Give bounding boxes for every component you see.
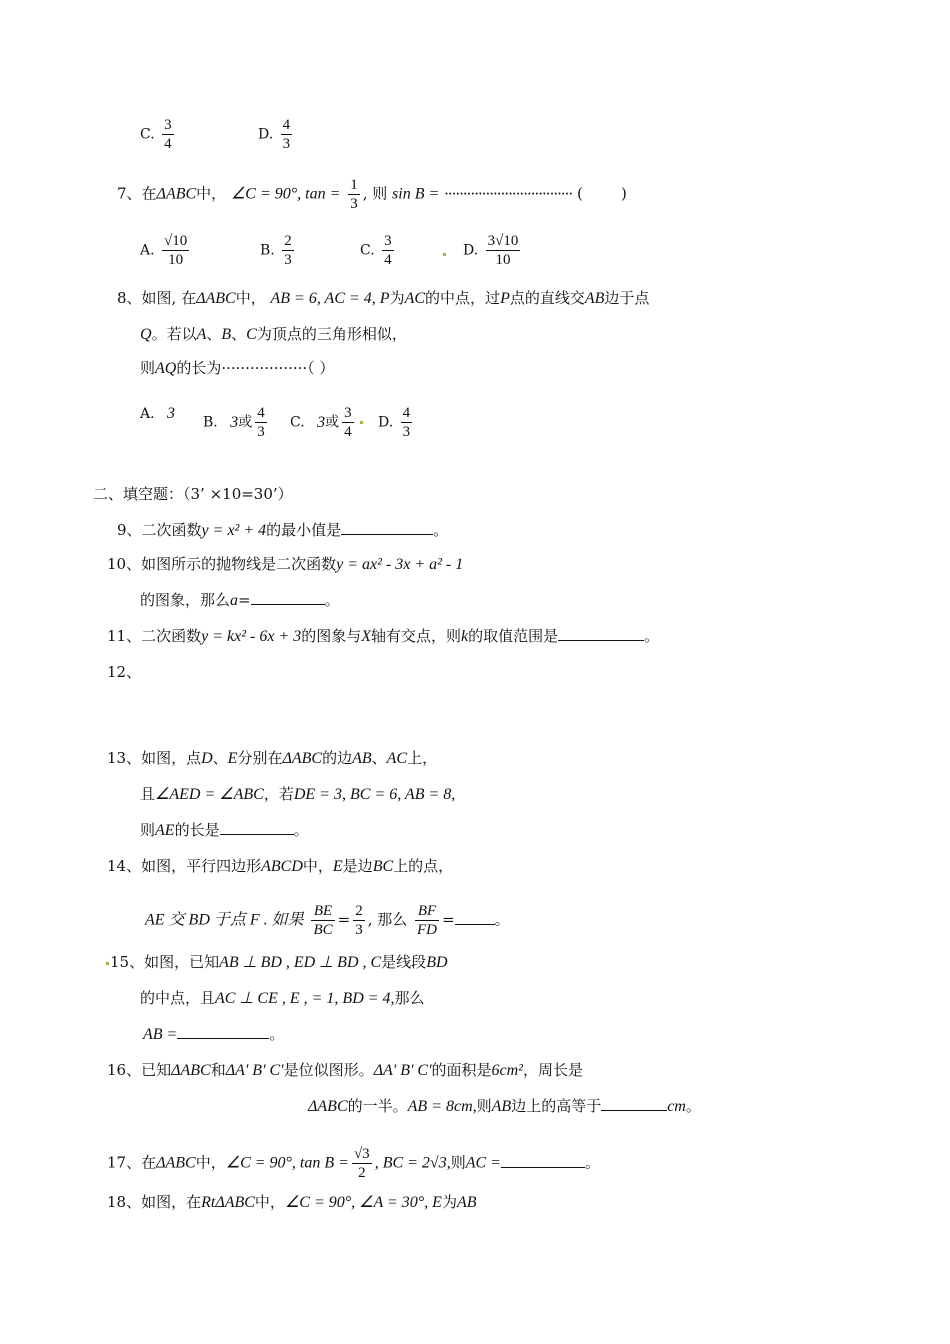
- text: 那么: [394, 989, 425, 1007]
- numerator: BF: [415, 902, 439, 921]
- text: 点的直线交: [509, 289, 585, 307]
- text: 的边: [322, 749, 353, 767]
- triangle-abc: ΔABC: [171, 1062, 211, 1079]
- expression: y = x² + 4: [201, 522, 267, 539]
- text: , 那么: [367, 910, 408, 929]
- q6-option-d: [258, 116, 295, 153]
- text: 分别在: [237, 749, 283, 767]
- text: 中，: [302, 857, 333, 875]
- segment-ae: AE: [155, 822, 175, 839]
- segment-bd: BD: [426, 954, 448, 971]
- text: 或: [325, 414, 340, 431]
- triangle-abc: ΔABC: [282, 750, 323, 767]
- text: 上，: [407, 749, 438, 767]
- point-d: D: [201, 750, 213, 767]
- denominator: 4: [344, 424, 352, 440]
- option-label: D.: [463, 242, 479, 259]
- ask: AC =: [465, 1154, 501, 1172]
- denominator: 10: [495, 252, 511, 268]
- answer-blank[interactable]: [501, 1153, 585, 1168]
- numerator: 4: [257, 405, 265, 421]
- denominator: 3: [282, 136, 291, 152]
- numerator: 1: [350, 177, 358, 193]
- segment-bc: BC: [372, 858, 394, 875]
- fraction-be-bc: [311, 902, 334, 939]
- condition: , BC = 2√3,: [374, 1154, 451, 1172]
- fraction-two-thirds: [353, 902, 365, 939]
- text: 上的点，: [393, 857, 454, 875]
- point-e: E: [332, 858, 343, 875]
- condition: AB ⊥ BD , ED ⊥ BD , C: [219, 954, 382, 971]
- segment-ab: AB: [456, 1194, 477, 1211]
- option-label: C.: [290, 414, 305, 431]
- answer-paren: ( ): [576, 184, 627, 203]
- q7-option-a: [140, 232, 192, 269]
- q7-option-d: [463, 232, 523, 269]
- question-18: [107, 1192, 477, 1213]
- question-17: [107, 1145, 600, 1182]
- q7-ask: sin B =: [392, 185, 440, 203]
- text: 。: [324, 591, 340, 609]
- option-label: B.: [260, 242, 275, 259]
- question-8-line-2: [140, 324, 407, 345]
- text: 、: [231, 325, 247, 343]
- text: 中，: [254, 1193, 285, 1211]
- text: 是线段: [381, 953, 427, 971]
- text: 是边: [342, 857, 373, 875]
- fraction: [162, 116, 174, 153]
- unit-cm: cm: [667, 1098, 686, 1115]
- text: 的图象与: [301, 627, 362, 645]
- option-label: C.: [140, 126, 155, 143]
- q8-option-d: [378, 404, 415, 441]
- q6-option-c: [140, 116, 177, 153]
- fraction: [486, 232, 521, 269]
- text: 边上的高等于: [511, 1097, 602, 1115]
- q7-option-c: [360, 232, 397, 269]
- numerator: 3: [384, 233, 392, 249]
- variable-k: k: [461, 628, 469, 645]
- option-label: D.: [378, 414, 394, 431]
- question-13-line-3: [140, 820, 309, 841]
- question-7: [117, 176, 627, 213]
- parallelogram-abcd: ABCD: [261, 858, 303, 875]
- fraction: [162, 232, 189, 269]
- fraction: [282, 232, 294, 269]
- area-value: 6cm²: [491, 1062, 523, 1079]
- question-15-line-1: [110, 952, 448, 973]
- text: 16、已知: [107, 1061, 172, 1079]
- fraction: [255, 404, 267, 441]
- denominator: 3: [284, 252, 292, 268]
- text: 为: [441, 1193, 457, 1211]
- text: 的最小值是: [266, 521, 342, 539]
- text: 的一半。: [347, 1097, 408, 1115]
- point-b: B: [221, 326, 232, 343]
- triangle-abc-prime: ΔA' B' C': [373, 1062, 432, 1079]
- text: 18、如图，在: [107, 1193, 202, 1211]
- segment-aq: AQ: [155, 360, 177, 377]
- question-14-line-1: [107, 856, 453, 877]
- text: 。: [644, 627, 660, 645]
- text: 中，: [235, 289, 266, 307]
- point-c: C: [246, 326, 257, 343]
- q8-option-b: [203, 404, 270, 441]
- point-e: E: [227, 750, 238, 767]
- q7-prefix: 7、在: [117, 184, 157, 203]
- triangle-rt-abc: RtΔABC: [201, 1194, 255, 1211]
- answer-blank[interactable]: [251, 590, 325, 605]
- values: DE = 3, BC = 6, AB = 8,: [293, 786, 456, 803]
- point-p: P: [500, 290, 510, 307]
- q7-tan: , tan =: [297, 185, 341, 203]
- text: 10、如图所示的抛物线是二次函数: [107, 555, 337, 573]
- fraction-sqrt3-2: [352, 1145, 372, 1182]
- segment-ab: AB: [491, 1098, 512, 1115]
- question-12: 12、: [107, 663, 142, 681]
- fraction: [401, 404, 413, 441]
- q7-condition: ∠C = 90°: [230, 185, 298, 203]
- question-13-line-2: [140, 784, 455, 805]
- option-label: A.: [140, 242, 155, 259]
- option-label: A.: [140, 406, 155, 422]
- option-label: D.: [258, 126, 274, 143]
- q8-condition: AB = 6, AC = 4, P: [270, 290, 390, 307]
- point-a: A: [196, 326, 207, 343]
- text: 、: [212, 749, 228, 767]
- numerator: √3: [353, 1146, 370, 1162]
- option-label: B.: [203, 414, 218, 431]
- answer-blank[interactable]: [341, 520, 433, 535]
- text: 轴有交点，则: [371, 627, 462, 645]
- numerator: 4: [282, 117, 291, 133]
- question-16-line-1: [107, 1060, 583, 1081]
- text: 。: [685, 1097, 701, 1115]
- answer-blank[interactable]: [220, 820, 294, 835]
- text: 的中点，且: [140, 989, 216, 1007]
- denominator: BC: [313, 922, 333, 938]
- q7-mid: 中，: [196, 184, 227, 203]
- q7-fraction: [348, 176, 360, 213]
- axis-x: X: [361, 628, 372, 645]
- text: 14、如图，平行四边形: [107, 857, 262, 875]
- q7-then: , 则: [362, 184, 388, 203]
- numerator: √10: [164, 233, 188, 249]
- text: 中，: [195, 1153, 226, 1172]
- text: AB =: [143, 1026, 178, 1043]
- numerator: 3: [344, 405, 352, 421]
- fraction-bf-fd: [415, 902, 439, 939]
- text: 且: [140, 785, 156, 803]
- text: 或: [238, 414, 253, 431]
- stray-dot: [360, 421, 363, 424]
- fraction: [281, 116, 293, 153]
- text: 是位似图形。: [283, 1061, 374, 1079]
- text: 、: [206, 325, 222, 343]
- segment-ab: AB: [584, 290, 605, 307]
- text: =: [238, 591, 251, 609]
- text: AE 交 BD 于点 F . 如果: [145, 911, 304, 929]
- text: 为顶点的三角形相似，: [256, 325, 407, 343]
- question-9: [117, 520, 448, 541]
- question-10-line-2: [140, 590, 340, 611]
- expression: y = ax² - 3x + a² - 1: [336, 556, 464, 573]
- question-8-line-3: [140, 358, 334, 379]
- denominator: 3: [355, 922, 363, 938]
- denominator: 3: [350, 196, 358, 212]
- triangle-abc: ΔABC: [156, 1154, 196, 1172]
- question-15-line-2: [140, 988, 425, 1009]
- question-13-line-1: [107, 748, 437, 769]
- triangle-abc: ΔABC: [196, 290, 236, 307]
- triangle-abc: ΔABC: [156, 185, 197, 203]
- fraction: [342, 404, 354, 441]
- q8-option-a: [140, 404, 175, 424]
- option-value: 3: [167, 405, 176, 422]
- text: ，若: [263, 785, 294, 803]
- answer-blank[interactable]: [177, 1024, 269, 1039]
- numerator: BE: [311, 902, 334, 921]
- numerator: 2: [355, 903, 363, 919]
- denominator: 4: [384, 252, 392, 268]
- text: 的图象，那么: [140, 591, 231, 609]
- question-8-line-1: [117, 288, 649, 309]
- fraction: [382, 232, 394, 269]
- text: 则: [140, 359, 156, 377]
- text: 。: [584, 1153, 600, 1172]
- text: 的长为··················（ ）: [176, 359, 335, 377]
- condition: ∠C = 90°, tan B =: [225, 1154, 349, 1172]
- option-value: 3: [230, 413, 239, 431]
- numerator: 3√10: [487, 233, 519, 249]
- text: 。若以: [151, 325, 197, 343]
- option-label: C.: [360, 242, 375, 259]
- triangle-abc-prime: ΔA' B' C': [225, 1062, 284, 1079]
- q8-option-c: [290, 404, 357, 441]
- question-16-line-2: [308, 1096, 701, 1117]
- text: 11、二次函数: [107, 627, 202, 645]
- condition: AB = 8cm,: [407, 1098, 477, 1115]
- denominator: FD: [417, 922, 438, 938]
- option-value: 3: [317, 413, 326, 431]
- segment-ac: AC: [404, 290, 426, 307]
- text: 。: [293, 821, 309, 839]
- condition: AC ⊥ CE , E , = 1, BD = 4,: [215, 990, 395, 1007]
- text: 则: [450, 1153, 466, 1172]
- numerator: 2: [284, 233, 292, 249]
- question-14-line-2: [145, 902, 510, 939]
- text: 17、在: [107, 1153, 157, 1172]
- segment-ab: AB: [352, 750, 372, 767]
- text: 的中点，过: [425, 289, 501, 307]
- text: 和: [210, 1061, 226, 1079]
- expression: y = kx² - 6x + 3: [201, 628, 302, 645]
- text: 15、如图，已知: [110, 953, 220, 971]
- answer-blank[interactable]: [601, 1096, 667, 1111]
- answer-blank[interactable]: [455, 910, 495, 925]
- denominator: 2: [358, 1165, 366, 1181]
- q7-option-b: [260, 232, 297, 269]
- point-q: Q: [140, 326, 152, 343]
- text: 则: [140, 821, 156, 839]
- condition: ∠C = 90°, ∠A = 30°, E: [284, 1194, 442, 1211]
- denominator: 10: [168, 252, 184, 268]
- text: 的长是: [174, 821, 220, 839]
- text: 。: [269, 1025, 285, 1043]
- variable-a: a: [230, 592, 239, 609]
- condition: ∠AED = ∠ABC: [155, 786, 264, 803]
- text: 边于点: [604, 289, 650, 307]
- text: 。: [433, 521, 449, 539]
- text: 13、如图，点: [107, 749, 202, 767]
- text: =: [442, 910, 455, 929]
- question-11: [107, 626, 659, 647]
- numerator: 3: [164, 117, 172, 133]
- question-10-line-1: [107, 554, 463, 575]
- denominator: 3: [257, 424, 265, 440]
- text: 的面积是: [431, 1061, 492, 1079]
- triangle-abc: ΔABC: [308, 1098, 348, 1115]
- text: 9、二次函数: [117, 521, 202, 539]
- question-15-line-3: [143, 1024, 284, 1045]
- text: =: [337, 910, 351, 929]
- numerator: 4: [402, 405, 411, 421]
- segment-ac: AC: [386, 750, 408, 767]
- text: ，周长是: [522, 1061, 583, 1079]
- text: 为: [389, 289, 405, 307]
- denominator: 3: [402, 424, 411, 440]
- text: 、: [371, 749, 387, 767]
- text: 则: [476, 1097, 492, 1115]
- text: 8、如图, 在: [117, 289, 197, 307]
- section-title: 二、填空题：（3’ ×10=30’）: [93, 485, 293, 503]
- denominator: 4: [164, 136, 172, 152]
- answer-blank[interactable]: [558, 626, 644, 641]
- text: 的取值范围是: [468, 627, 559, 645]
- text: 。: [494, 910, 510, 929]
- leader-dots: ··································: [444, 184, 573, 203]
- stray-dot: [106, 962, 109, 965]
- stray-dot: [443, 253, 446, 256]
